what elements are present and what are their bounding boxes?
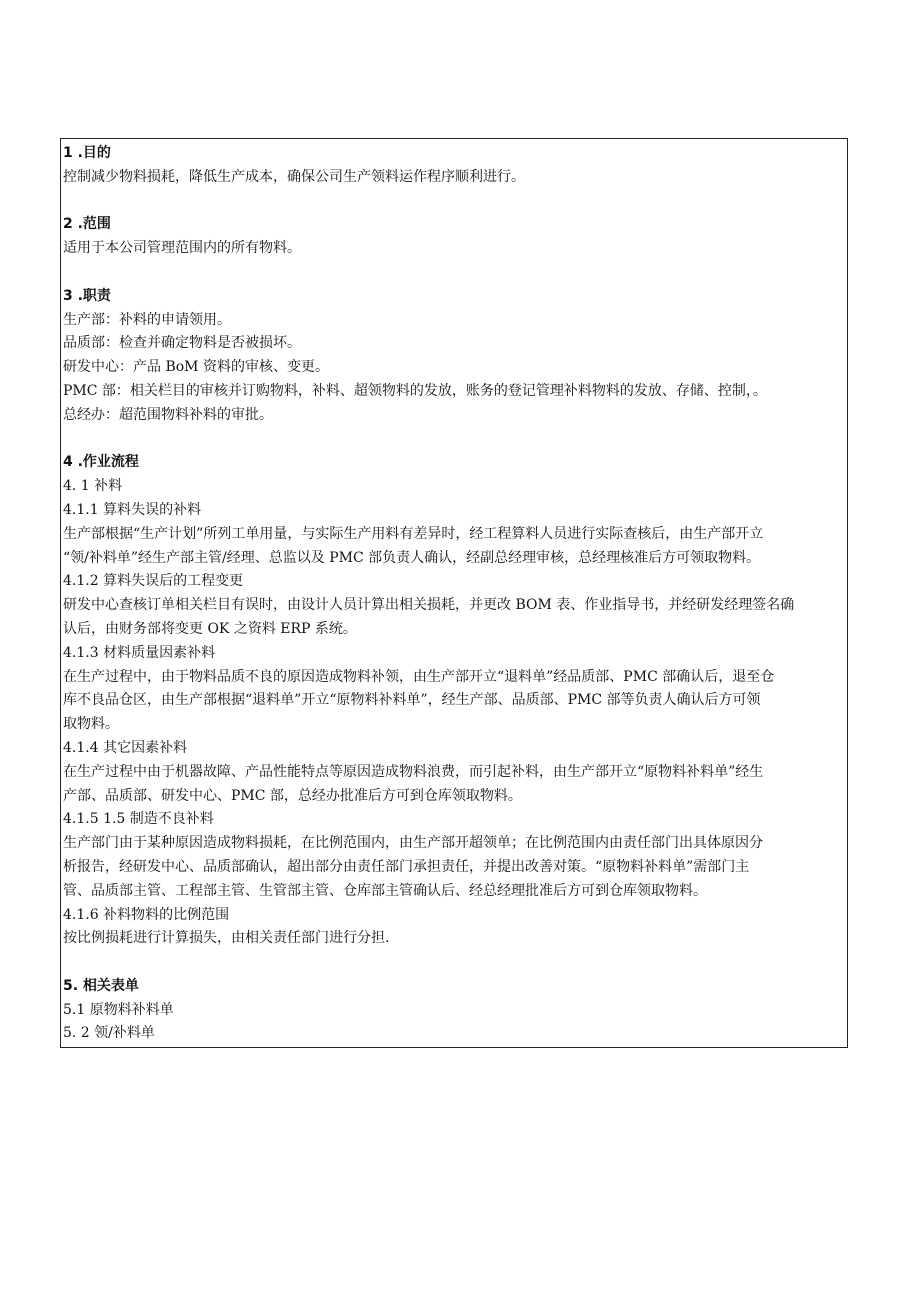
document-frame	[60, 138, 848, 1048]
process-line: 管、品质部主管、工程部主管、生管部主管、仓库部主管确认后、经总经理批准后方可到仓库领取物料。	[63, 882, 707, 899]
section-heading-duties: 3 .职责	[63, 287, 111, 304]
process-line: 4.1.1 算料失误的补料	[63, 501, 202, 518]
spacer	[63, 428, 847, 452]
spacer	[63, 261, 847, 285]
forms-line: 5. 2 领/补料单	[63, 1025, 155, 1042]
process-line: 认后，由财务部将变更 OK 之资料 ERP 系统。	[63, 620, 357, 637]
forms-line: 5.1 原物料补料单	[63, 1001, 174, 1018]
spacer	[63, 951, 847, 975]
section-heading-scope: 2 .范围	[63, 216, 111, 233]
duties-line: 研发中心：产品 BoM 资料的审核、变更。	[63, 359, 329, 376]
process-line: 库不良品仓区，由生产部根据“退料单”开立“原物料补料单”，经生产部、品质部、PMC 部等负责人确认后方可领	[63, 692, 761, 709]
duties-line: 总经办：超范围物料补料的审批。	[63, 406, 273, 423]
process-line: 产部、品质部、研发中心、PMC 部，总经办批准后方可到仓库领取物料。	[63, 787, 522, 804]
purpose-line: 控制减少物料损耗，降低生产成本，确保公司生产领料运作程序顺利进行。	[63, 168, 525, 185]
process-line: 4.1.3 材料质量因素补料	[63, 644, 216, 661]
process-line: 4.1.6 补料物料的比例范围	[63, 906, 230, 923]
section-heading-purpose: 1 .目的	[63, 145, 111, 161]
scope-line: 适用于本公司管理范围内的所有物料。	[63, 240, 301, 257]
process-line: “领/补料单”经生产部主管/经理、总监以及 PMC 部负责人确认，经副总经理审核，总经理核准后方可领取物料。	[63, 549, 761, 566]
process-line: 研发中心查核订单相关栏目有误时，由设计人员计算出相关损耗，并更改 BOM 表、作业指导书，并经研发经理签名确	[63, 597, 795, 614]
process-line: 按比例损耗进行计算损失，由相关责任部门进行分担.	[63, 930, 390, 947]
process-line: 4.1.4 其它因素补料	[63, 739, 188, 756]
process-line: 4.1.2 算料失误后的工程变更	[63, 573, 244, 590]
section-heading-forms: 5. 相关表单	[63, 977, 139, 994]
process-line: 在生产过程中由于机器故障、产品性能特点等原因造成物料浪费，而引起补料，由生产部开立“原物料补料单”经生	[63, 763, 764, 780]
process-line: 4. 1 补料	[63, 478, 123, 495]
process-line: 在生产过程中，由于物料品质不良的原因造成物料补领，由生产部开立“退料单”经品质部、PMC 部确认后，退至仓	[63, 668, 775, 685]
process-line: 析报告，经研发中心、品质部确认，超出部分由责任部门承担责任，并提出改善对策。“原物料补料单”需部门主	[63, 858, 750, 875]
duties-line: PMC 部：相关栏目的审核并订购物料，补料、超领物料的发放，账务的登记管理补料物料的发放、存储、控制，。	[63, 382, 767, 399]
section-heading-process: 4 .作业流程	[63, 454, 139, 471]
duties-line: 生产部：补料的申请领用。	[63, 311, 231, 328]
process-line: 4.1.5 1.5 制造不良补料	[63, 811, 214, 828]
process-line: 生产部门由于某种原因造成物料损耗，在比例范围内，由生产部开超领单；在比例范围内由责任部门出具体原因分	[63, 835, 763, 852]
spacer	[63, 190, 847, 214]
duties-line: 品质部：检查并确定物料是否被损坏。	[63, 335, 301, 352]
process-line: 取物料。	[63, 716, 119, 733]
process-line: 生产部根据“生产计划”所列工单用量，与实际生产用料有差异时，经工程算料人员进行实际查核后，由生产部开立	[63, 525, 764, 542]
